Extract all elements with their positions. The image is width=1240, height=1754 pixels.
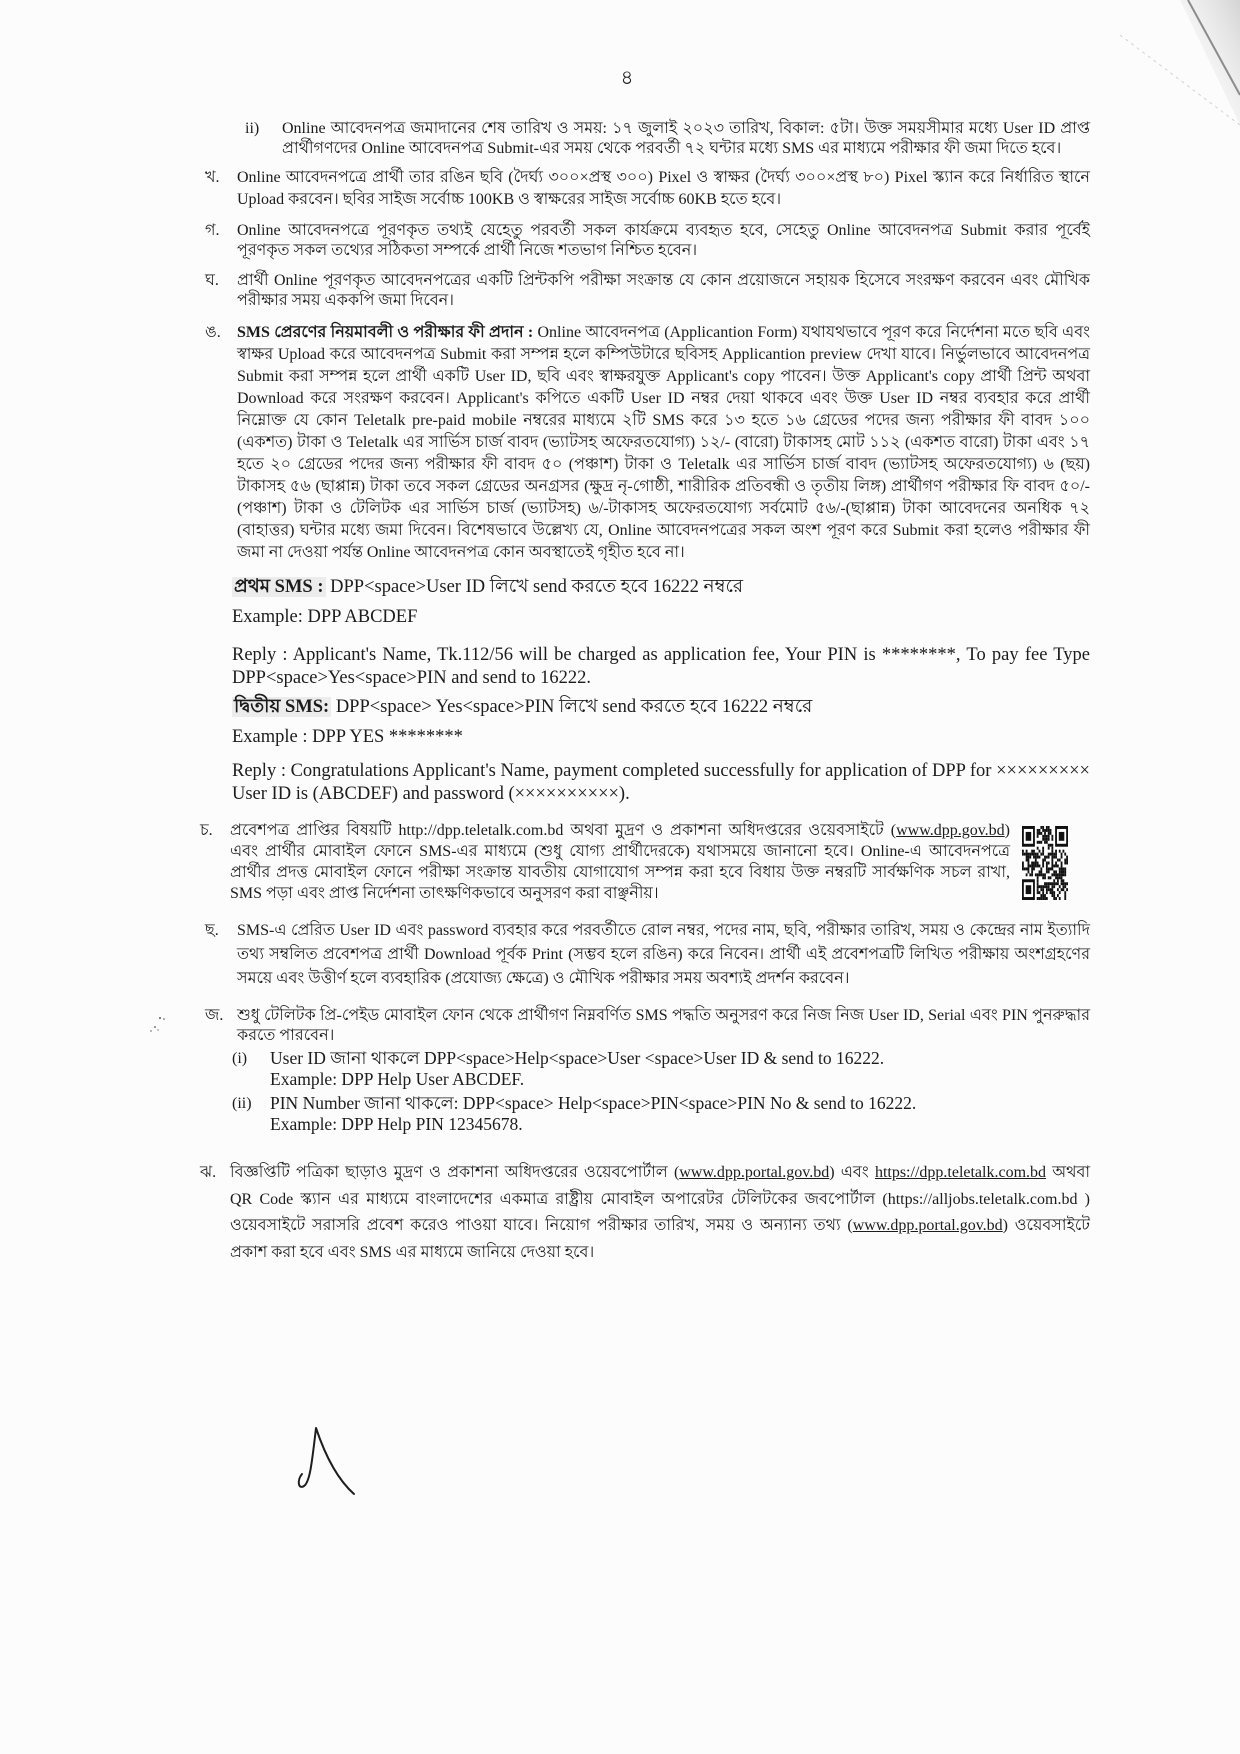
first-sms-example: Example: DPP ABCDEF	[232, 607, 418, 627]
item-label: জ.	[205, 1007, 224, 1024]
item-ja-recovery	[205, 1006, 1090, 1135]
item-text: Online আবেদনপত্রে প্রার্থী তার রঙিন ছবি (দৈর্ঘ্য ৩০০×প্রস্থ ৩০০) Pixel ও স্বাক্ষর (দৈর্ঘ্য ৩০০×প্রস্থ ৮০) Pixel স্ক্যান করে নির্ধারিত স্থানে Upload করবেন। ছবির সাইজ সর্বোচ্চ 100KB ও স্বাক্ষরের সাইজ সর্বোচ্চ 60KB হতে হবে।	[237, 169, 1090, 208]
item-label: ঘ.	[205, 272, 219, 289]
website-link: www.dpp.portal.gov.bd	[679, 1164, 830, 1181]
item-gha	[205, 271, 1090, 311]
item-ii	[245, 119, 1090, 159]
step-example: Example: DPP Help User ABCDEF.	[270, 1069, 525, 1089]
item-text: ) এবং	[829, 1164, 869, 1181]
handwritten-signature	[294, 1420, 358, 1498]
item-label: ii)	[245, 120, 260, 137]
second-sms-reply: Reply : Congratulations Applicant's Name, payment completed successfully for application of DPP for ××××××××× User ID is (ABCDEF) and password (××××××××××).	[232, 761, 1090, 804]
second-sms-label: দ্বিতীয় SMS:	[234, 697, 330, 717]
qr-code-icon	[1022, 826, 1068, 900]
item-kha	[205, 167, 1090, 211]
first-sms-line	[232, 576, 1090, 599]
first-sms-reply: Reply : Applicant's Name, Tk.112/56 will be charged as application fee, Your PIN is ********, To pay fee Type DPP<space>Yes<space>PIN and send to 16222.	[232, 645, 1090, 688]
item-label: খ.	[205, 169, 220, 186]
second-sms-line	[232, 696, 1090, 719]
step-text: PIN Number জানা থাকলে: DPP<space> Help<space>PIN<space>PIN No & send to 16222.	[270, 1093, 917, 1113]
item-uma-sms-rules	[205, 322, 1091, 564]
recovery-step	[232, 1093, 1090, 1135]
sms-instructions	[232, 576, 1090, 806]
item-label: চ.	[200, 822, 213, 839]
item-text: প্রবেশপত্র প্রাপ্তির বিষয়টি http://dpp.teletalk.com.bd অথবা মুদ্রণ ও প্রকাশনা অধিদপ্তরের ওয়েবসাইটে (	[230, 822, 897, 839]
section-heading: SMS প্রেরণের নিয়মাবলী ও পরীক্ষার ফী প্রদান :	[237, 324, 534, 341]
website-link: www.dpp.gov.bd	[896, 822, 1005, 839]
item-text: Online আবেদনপত্র জমাদানের শেষ তারিখ ও সময়: ১৭ জুলাই ২০২৩ তারিখ, বিকাল: ৫টা। উক্ত সময়সীমার মধ্যে User ID প্রাপ্ত প্রার্থীগণদের Online আবেদনপত্র Submit-এর সময় থেকে পরবর্তী ৭২ ঘন্টার মধ্যে SMS এর মাধ্যমে পরীক্ষার ফী জমা দিতে হবে।	[282, 120, 1090, 157]
item-label: ঙ.	[205, 324, 221, 341]
step-example: Example: DPP Help PIN 12345678.	[270, 1114, 523, 1134]
item-text: ) ওয়েবসাইটে প্রকাশ করা হবে এবং SMS এর মাধ্যমে জানিয়ে দেওয়া হবে।	[230, 1217, 1090, 1261]
item-text: Online আবেদনপত্র (Applicantion Form) যথাযথভাবে পূরণ করে নির্দেশনা মতে ছবি এবং স্বাক্ষর Upload করে আবেদনপত্র Submit করা সম্পন্ন হলে কম্পিউটারে ছবিসহ Applicantion preview দেখা যাবে। নির্ভুলভাবে আবেদনপত্র Submit করা সম্পন্ন হলে প্রার্থী একটি User ID, ছবি এবং স্বাক্ষরযুক্ত Applicant's copy পাবেন। উক্ত Applicant's copy প্রার্থী প্রিন্ট অথবা Download করে সংরক্ষণ করবেন। Applicant's কপিতে একটি User ID নম্বর দেয়া থাকবে এবং উক্ত User ID নম্বর ব্যবহার করে প্রার্থী নিম্নোক্ত যে কোন Teletalk pre-paid mobile নম্বরের মাধ্যমে ২টি SMS করে ১৩ হতে ১৬ গ্রেডের পদের জন্য পরীক্ষার ফী বাবদ ১০০ (একশত) টাকা ও Teletalk এর সার্ভিস চার্জ বাবদ (ভ্যাটসহ অফেরতযোগ্য) ১২/- (বারো) টাকাসহ মোট ১১২ (একশত বারো) টাকা এবং ১৭ হতে ২০ গ্রেডের পদের জন্য পরীক্ষার ফী বাবদ ৫০ (পঞ্চাশ) টাকা ও Teletalk এর সার্ভিস চার্জ বাবদ (ভ্যাটসহ অফেরতযোগ্য) ৬ (ছয়) টাকাসহ ৫৬ (ছাপ্পান্ন) টাকা তবে সকল গ্রেডের অনগ্রসর (ক্ষুদ্র নৃ-গোষ্ঠী, শারীরিক প্রতিবন্ধী ও তৃতীয় লিঙ্গ) প্রার্থীগণ পরীক্ষার ফি বাবদ ৫০/-(পঞ্চাশ) টাকা ও টেলিটক এর সার্ভিস চার্জ (ভ্যাটসহ) ৬/-টাকাসহ অফেরতযোগ্য সর্বমোট ৫৬/-(ছাপ্পান্ন) টাকা আবেদনের অনধিক ৭২ (বাহাত্তর) ঘন্টার মধ্যে জমা দিবেন। বিশেষভাবে উল্লেখ্য যে, Online আবেদনপত্রের সকল অংশ পূরণ করে Submit করা হলেও পরীক্ষার ফী জমা না দেওয়া পর্যন্ত Online আবেদনপত্র কোন অবস্থাতেই গৃহীত হবে না।	[237, 324, 1091, 561]
step-label: (i)	[232, 1050, 248, 1067]
step-text: User ID জানা থাকলে DPP<space>Help<space>User <space>User ID & send to 16222.	[270, 1048, 885, 1068]
item-text: ) এবং প্রার্থীর মোবাইল ফোনে SMS-এর মাধ্যমে (শুধু যোগ্য প্রার্থীদেরকে) যথাসময়ে জানানো হবে। Online-এ আবেদনপত্রে প্রার্থীর প্রদত্ত মোবাইল ফোনে পরীক্ষা সংক্রান্ত যাবতীয় যোগাযোগ সম্পন্ন করা হবে বিধায় উক্ত নম্বরটি সার্বক্ষণিক সচল রাখা, SMS পড়া এবং প্রাপ্ত নির্দেশনা তাৎক্ষণিকভাবে অনুসরণ করা বাঞ্ছনীয়।	[230, 822, 1010, 902]
item-text: Online আবেদনপত্রে পূরণকৃত তথ্যই যেহেতু পরবর্তী সকল কার্যক্রমে ব্যবহৃত হবে, সেহেতু Online আবেদনপত্র Submit করার পূর্বেই পূরণকৃত সকল তথ্যের সঠিকতা সম্পর্কে প্রার্থী নিজে শতভাগ নিশ্চিত হবেন।	[237, 222, 1090, 259]
item-text: শুধু টেলিটক প্রি-পেইড মোবাইল ফোন থেকে প্রার্থীগণ নিম্নবর্ণিত SMS পদ্ধতি অনুসরণ করে নিজ নিজ User ID, Serial এবং PIN পুনরুদ্ধার করতে পারবেন।	[237, 1007, 1090, 1044]
second-sms-text: DPP<space> Yes<space>PIN লিখে send করতে হবে 16222 নম্বরে	[335, 697, 813, 717]
item-text: অথবা QR Code স্ক্যান এর মাধ্যমে বাংলাদেশের একমাত্র রাষ্ট্রীয় মোবাইল অপারেটর টেলিটকের জবপোর্টাল (https://alljobs.teletalk.com.bd ) ওয়েবসাইটে সরাসরি প্রবেশ করেও পাওয়া যাবে। নিয়োগ পরীক্ষার তারিখ, সময় ও অন্যান্য তথ্য (	[230, 1164, 1091, 1234]
item-chha	[205, 919, 1090, 991]
item-text: SMS-এ প্রেরিত User ID এবং password ব্যবহার করে পরবর্তীতে রোল নম্বর, পদের নাম, ছবি, পরীক্ষার তারিখ, সময় ও কেন্দ্রের নাম ইত্যাদি তথ্য সম্বলিত প্রবেশপত্র প্রার্থী Download পূর্বক Print (সম্ভব হলে রঙিন) করে নিবেন। প্রার্থী এই প্রবেশপত্রটি লিখিত পরীক্ষায় অংশগ্রহণের সময়ে এবং উত্তীর্ণ হলে ব্যবহারিক (প্রযোজ্য ক্ষেত্রে) ও মৌখিক পরীক্ষার সময় অবশ্যই প্রদর্শন করবেন।	[237, 922, 1090, 987]
item-label: ছ.	[205, 922, 219, 939]
page-number: ৪	[620, 67, 634, 89]
website-link: https://dpp.teletalk.com.bd	[874, 1164, 1047, 1181]
item-label: ঝ.	[200, 1164, 217, 1181]
stray-ink-marks	[146, 1012, 172, 1038]
website-link: www.dpp.portal.gov.bd	[852, 1217, 1003, 1234]
first-sms-text: DPP<space>User ID লিখে send করতে হবে 16222 নম্বরে	[330, 577, 744, 597]
recovery-step	[232, 1048, 1090, 1090]
step-label: (ii)	[232, 1095, 252, 1112]
item-jha-publication	[200, 1160, 1091, 1266]
item-text: বিজ্ঞপ্তিটি পত্রিকা ছাড়াও মুদ্রণ ও প্রকাশনা অধিদপ্তরের ওয়েবপোর্টাল (	[230, 1164, 680, 1181]
item-text: প্রার্থী Online পূরণকৃত আবেদনপত্রের একটি প্রিন্টকপি পরীক্ষা সংক্রান্ত যে কোন প্রয়োজনে সহায়ক হিসেবে সংরক্ষণ করবেন এবং মৌখিক পরীক্ষার সময় এককপি জমা দিবেন।	[237, 272, 1090, 309]
item-ga	[205, 221, 1090, 261]
item-cha-admit-card	[200, 820, 1010, 904]
second-sms-example: Example : DPP YES ********	[232, 727, 463, 747]
first-sms-label: প্রথম SMS :	[234, 577, 324, 597]
item-label: গ.	[205, 222, 220, 239]
